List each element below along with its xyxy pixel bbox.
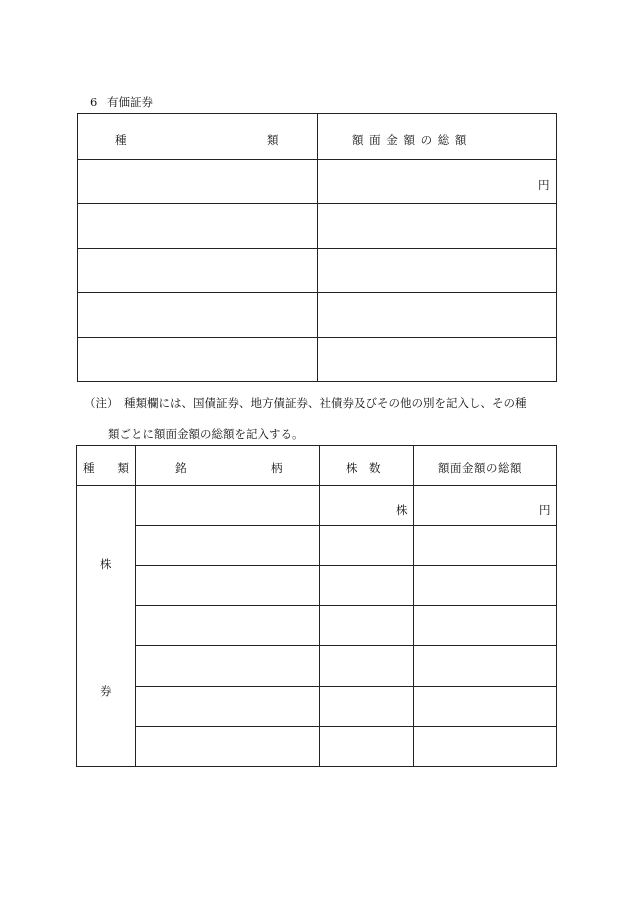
table2-row[interactable] [136, 486, 556, 525]
table1-cell-amount[interactable] [318, 293, 556, 337]
table2-border-bottom [76, 766, 557, 767]
table1-header-type-char-2: 類 [267, 133, 279, 147]
note-label: （注） [84, 396, 119, 410]
table1-header-amount: 額 面 金 額 の 総 額 [352, 133, 468, 147]
table1-border-right [556, 113, 557, 382]
table1-cell-type[interactable] [78, 249, 317, 292]
note-line-1: 種類欄には、国債証券、地方債証券、社債券及びその他の別を記入し、その種 [124, 396, 527, 410]
table1-header-type-char-1: 種 [115, 133, 127, 147]
table1-cell-amount[interactable] [318, 249, 556, 292]
table2-header-brand-char-1: 銘 [175, 461, 187, 475]
table2-row[interactable] [136, 566, 556, 605]
table2-unit-yen: 円 [539, 503, 551, 517]
table2-header-shares: 株 数 [346, 461, 381, 475]
table1-cell-type[interactable] [78, 160, 317, 203]
table2-row[interactable] [136, 526, 556, 565]
table2-row[interactable] [136, 727, 556, 766]
table2-border-left [76, 445, 77, 767]
table1-cell-type[interactable] [78, 338, 317, 381]
table2-row[interactable] [136, 606, 556, 645]
table2-row[interactable] [136, 646, 556, 686]
table2-kind-char-2: 券 [100, 684, 112, 698]
table2-header-type: 種 類 [83, 461, 129, 475]
table2-unit-kabu: 株 [396, 503, 408, 517]
table1-cell-amount[interactable] [318, 160, 556, 203]
table2-kind-char-1: 株 [100, 557, 112, 571]
table1-cell-amount[interactable] [318, 204, 556, 248]
table1-cell-type[interactable] [78, 204, 317, 248]
table1-cell-amount[interactable] [318, 338, 556, 381]
table2-header-brand-char-2: 柄 [271, 461, 283, 475]
table2-border-right [556, 445, 557, 767]
table2-row[interactable] [136, 687, 556, 726]
section-number: 6 [90, 95, 98, 109]
table2-border-top [76, 445, 557, 446]
table2-header-amount: 額面金額の総額 [438, 461, 522, 475]
note-line-2: 類ごとに額面金額の総額を記入する。 [108, 427, 304, 441]
table1-cell-type[interactable] [78, 293, 317, 337]
table1-unit-yen: 円 [538, 178, 550, 192]
section-title: 有価証券 [107, 95, 153, 109]
